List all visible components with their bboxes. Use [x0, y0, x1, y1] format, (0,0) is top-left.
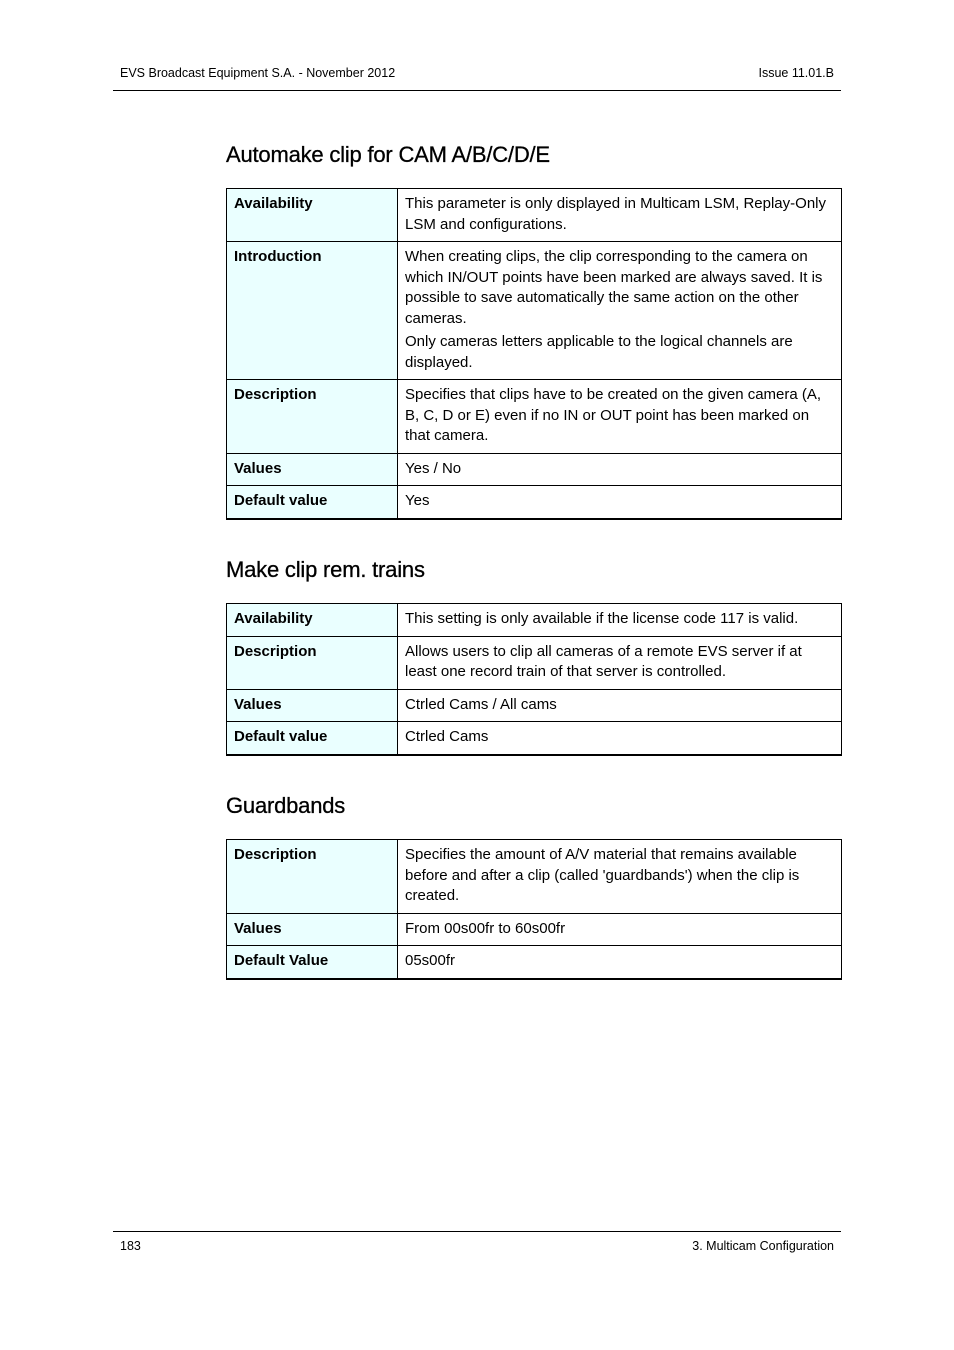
table-row [227, 636, 842, 689]
section-title: Guardbands [226, 793, 346, 818]
row-value: When creating clips, the clip corresponding to the camera on which IN/OUT points have been marked are always saved. It is possible to save automatically the same action on the other cameras. [405, 248, 823, 327]
row-value: Ctrled Cams [405, 728, 489, 745]
row-key: Introduction [227, 242, 398, 380]
section-title: Make clip rem. trains [226, 557, 425, 582]
row-value: Yes [405, 492, 430, 509]
row-value: This setting is only available if the license code 117 is valid. [405, 610, 799, 627]
row-key: Availability [227, 604, 398, 637]
table-row [227, 486, 842, 519]
table-row [227, 604, 842, 637]
section-automake-clip [226, 142, 841, 520]
row-value: Only cameras letters applicable to the logical channels are displayed. [405, 333, 793, 371]
table-row [227, 189, 842, 242]
row-key: Default value [227, 722, 398, 755]
section-title: Automake clip for CAM A/B/C/D/E [226, 142, 550, 167]
table-row [227, 946, 842, 979]
row-value: Specifies that clips have to be created on the given camera (A, B, C, D or E) even if no IN or OUT point has been marked on that camera. [405, 386, 822, 444]
row-key: Availability [227, 189, 398, 242]
row-key: Values [227, 453, 398, 486]
table-row [227, 242, 842, 380]
table-row [227, 453, 842, 486]
row-value: Ctrled Cams / All cams [405, 695, 557, 713]
row-key: Description [227, 636, 398, 689]
chapter-title: 3. Multicam Configuration [692, 1239, 834, 1253]
header-company-date: EVS Broadcast Equipment S.A. - November 2012 [120, 66, 396, 80]
table-row [227, 913, 842, 946]
row-value: Specifies the amount of A/V material that remains available before and after a clip (called 'guardbands') when the clip is created. [405, 846, 800, 904]
row-key: Values [227, 913, 398, 946]
table-row [227, 722, 842, 755]
table-row [227, 380, 842, 454]
page-footer [113, 1231, 841, 1256]
page-header [113, 64, 841, 91]
row-key: Default value [227, 486, 398, 519]
row-key: Description [227, 380, 398, 454]
row-value: Allows users to clip all cameras of a remote EVS server if at least one record train of that server is controlled. [405, 642, 802, 680]
table-row [227, 840, 842, 914]
parameter-table [226, 188, 842, 520]
row-value: 05s00fr [405, 952, 456, 969]
table-row [227, 689, 842, 722]
parameter-table [226, 839, 842, 980]
section-guardbands [226, 793, 841, 980]
row-value: From 00s00fr to 60s00fr [405, 919, 566, 937]
parameter-table [226, 603, 842, 756]
row-key: Default Value [227, 946, 398, 979]
row-value: This parameter is only displayed in Multicam LSM, Replay-Only LSM and configurations. [405, 195, 826, 233]
section-make-clip-rem-trains [226, 557, 841, 756]
header-issue: Issue 11.01.B [758, 66, 834, 80]
row-key: Values [227, 689, 398, 722]
row-key: Description [227, 840, 398, 914]
row-value: Yes / No [405, 459, 462, 477]
page-number: 183 [120, 1239, 141, 1253]
